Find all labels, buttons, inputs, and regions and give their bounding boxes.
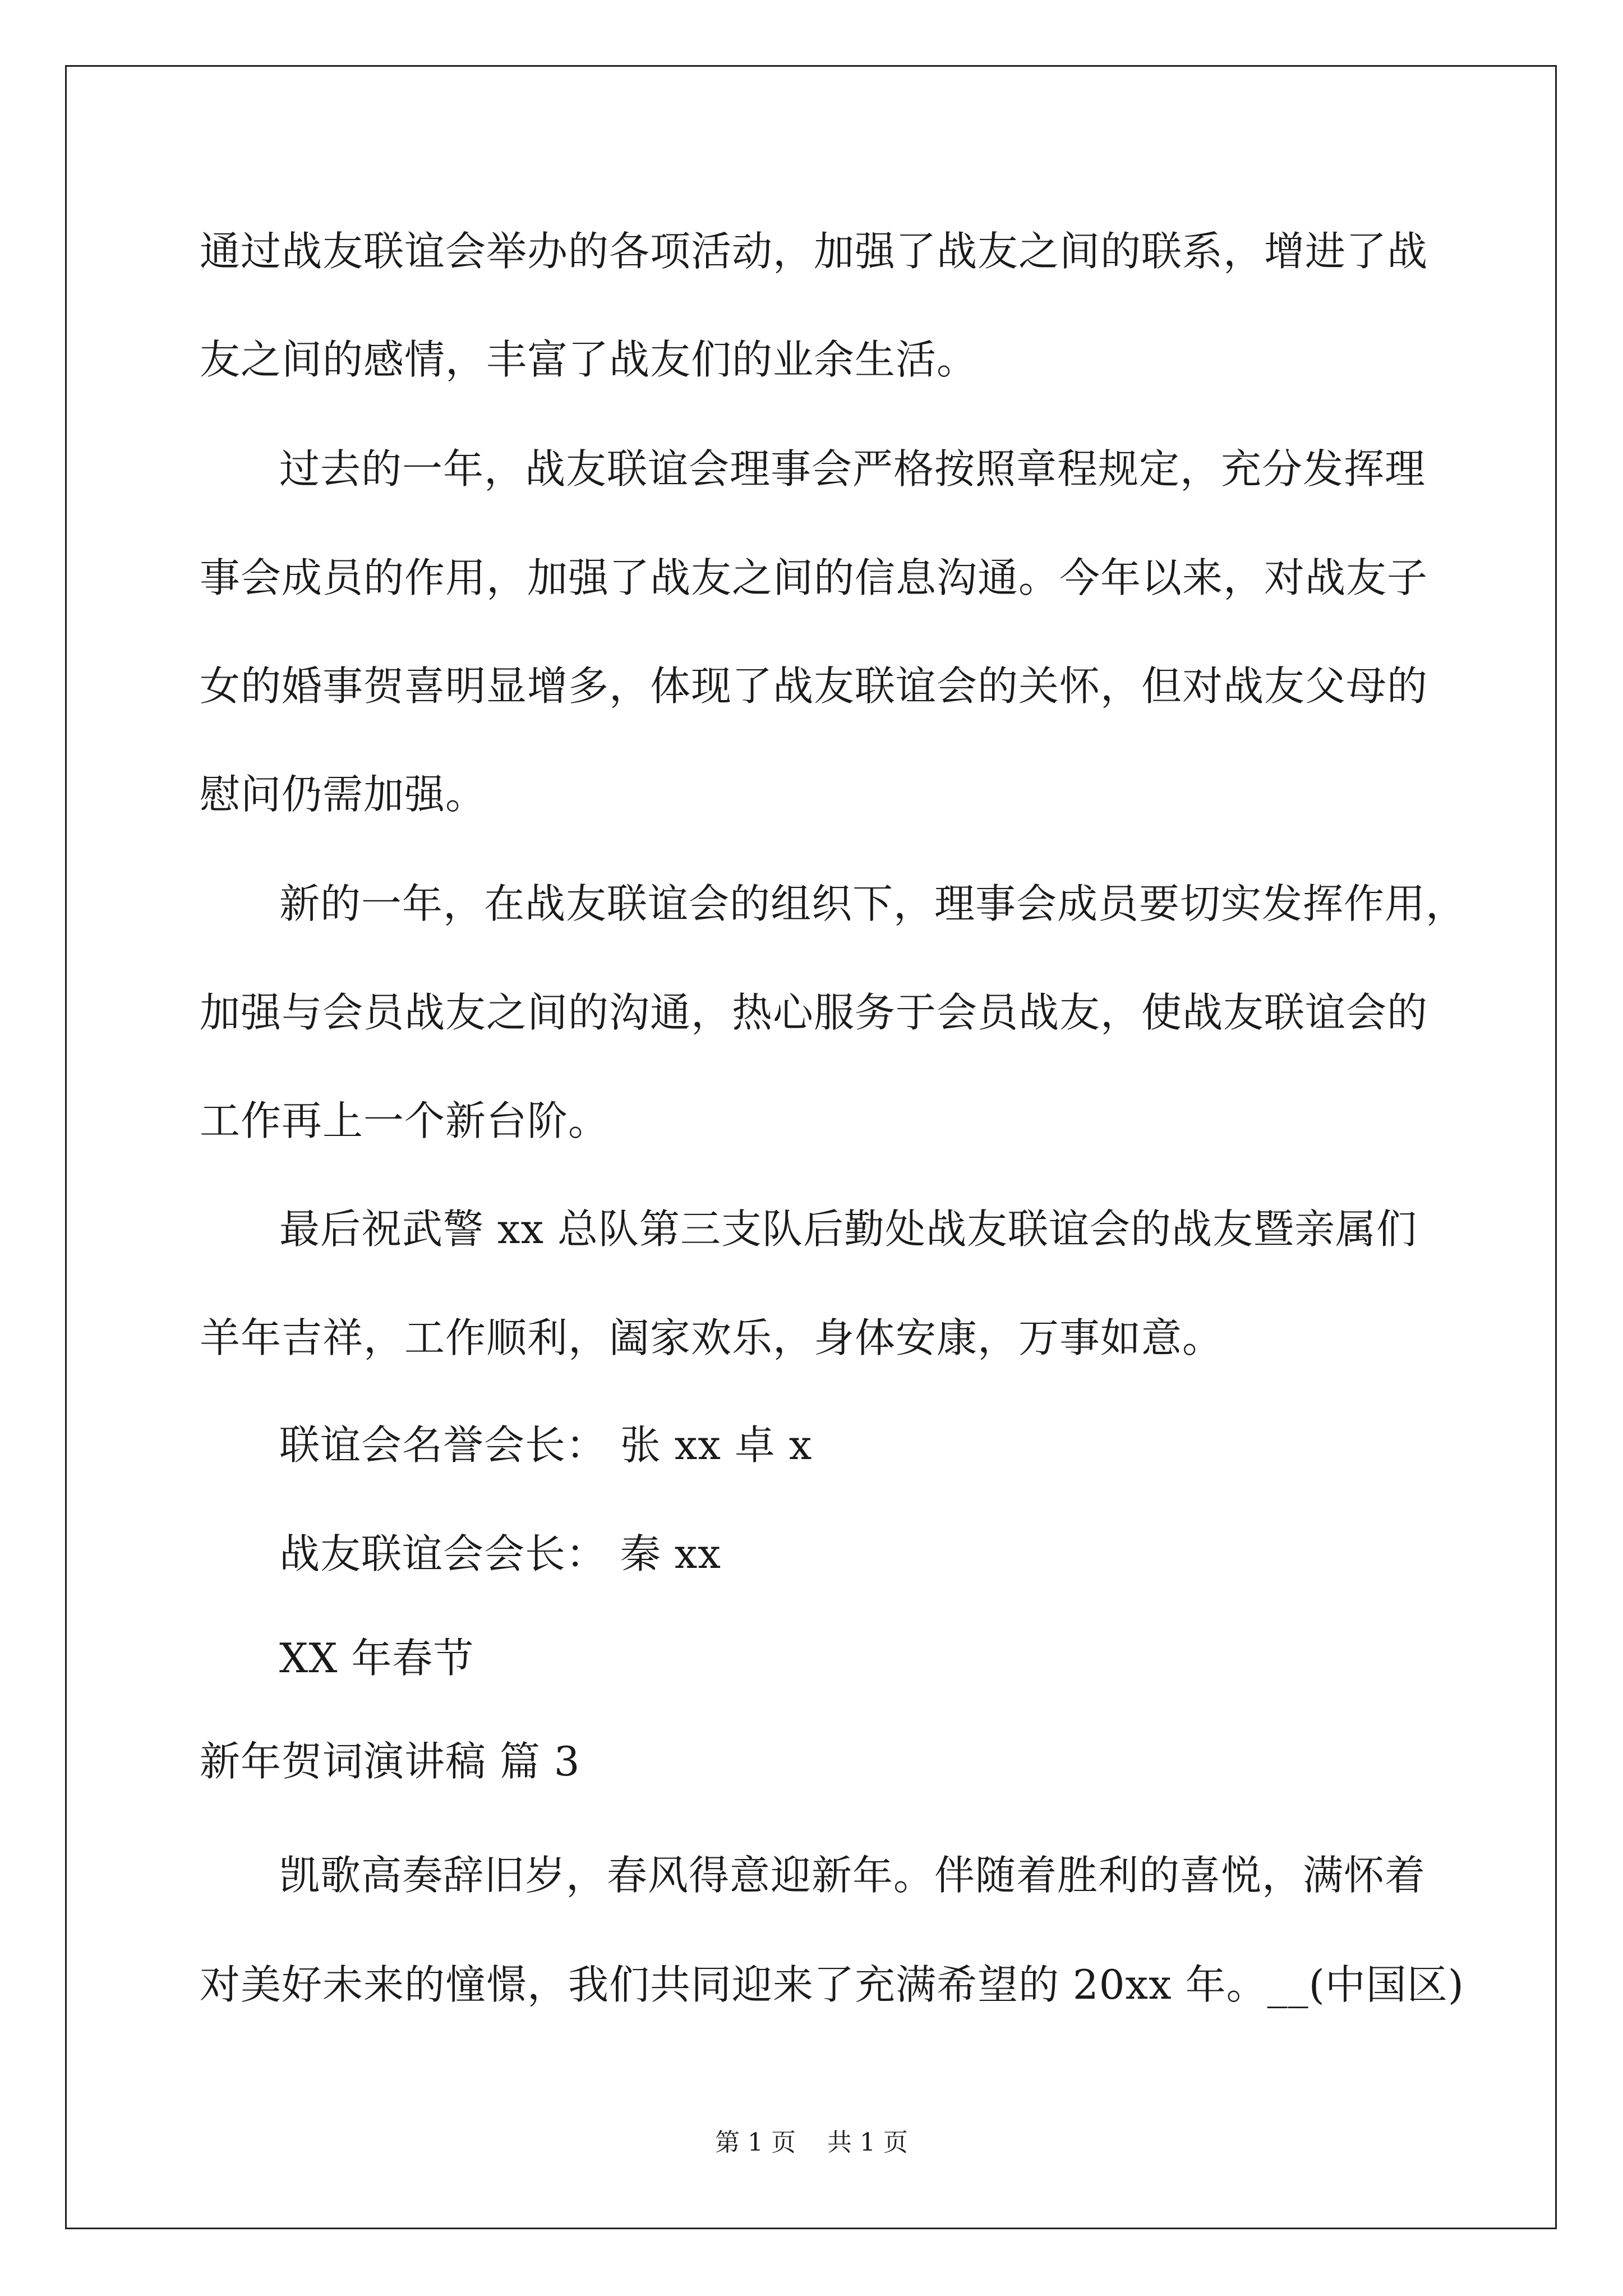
paragraph-line: 凯歌高奏辞旧岁，春风得意迎新年。伴随着胜利的喜悦，满怀着 <box>279 1852 1426 1899</box>
paragraph-line: 通过战友联谊会举办的各项活动，加强了战友之间的联系，增进了战 <box>200 228 1428 275</box>
page-footer: 第 1 页 共 1 页 <box>715 2128 908 2157</box>
paragraph-line: 女的婚事贺喜明显增多，体现了战友联谊会的关怀，但对战友父母的 <box>200 662 1428 710</box>
paragraph-line: 事会成员的作用，加强了战友之间的信息沟通。今年以来，对战友子 <box>200 554 1428 601</box>
paragraph-line: 最后祝武警 xx 总队第三支队后勤处战友联谊会的战友暨亲属们 <box>279 1205 1417 1253</box>
paragraph-line: 友之间的感情，丰富了战友们的业余生活。 <box>200 336 978 383</box>
date-line: XX 年春节 <box>279 1635 474 1682</box>
section-heading: 新年贺词演讲稿 篇 3 <box>200 1738 580 1785</box>
paragraph-line: 慰问仍需加强。 <box>200 771 487 818</box>
paragraph-line: 过去的一年，战友联谊会理事会严格按照章程规定，充分发挥理 <box>279 445 1426 493</box>
paragraph-line: 加强与会员战友之间的沟通，热心服务于会员战友，使战友联谊会的 <box>200 989 1428 1036</box>
signature-line: 联谊会名誉会长： 张 xx 卓 x <box>279 1421 813 1469</box>
paragraph-line: 对美好未来的憧憬，我们共同迎来了充满希望的 20xx 年。__(中国区) <box>200 1961 1464 2008</box>
paragraph-line: 新的一年，在战友联谊会的组织下，理事会成员要切实发挥作用， <box>279 880 1467 927</box>
signature-line: 战友联谊会会长： 秦 xx <box>279 1530 721 1577</box>
paragraph-line: 工作再上一个新台阶。 <box>200 1097 610 1144</box>
paragraph-line: 羊年吉祥，工作顺利，阖家欢乐，身体安康，万事如意。 <box>200 1314 1224 1361</box>
